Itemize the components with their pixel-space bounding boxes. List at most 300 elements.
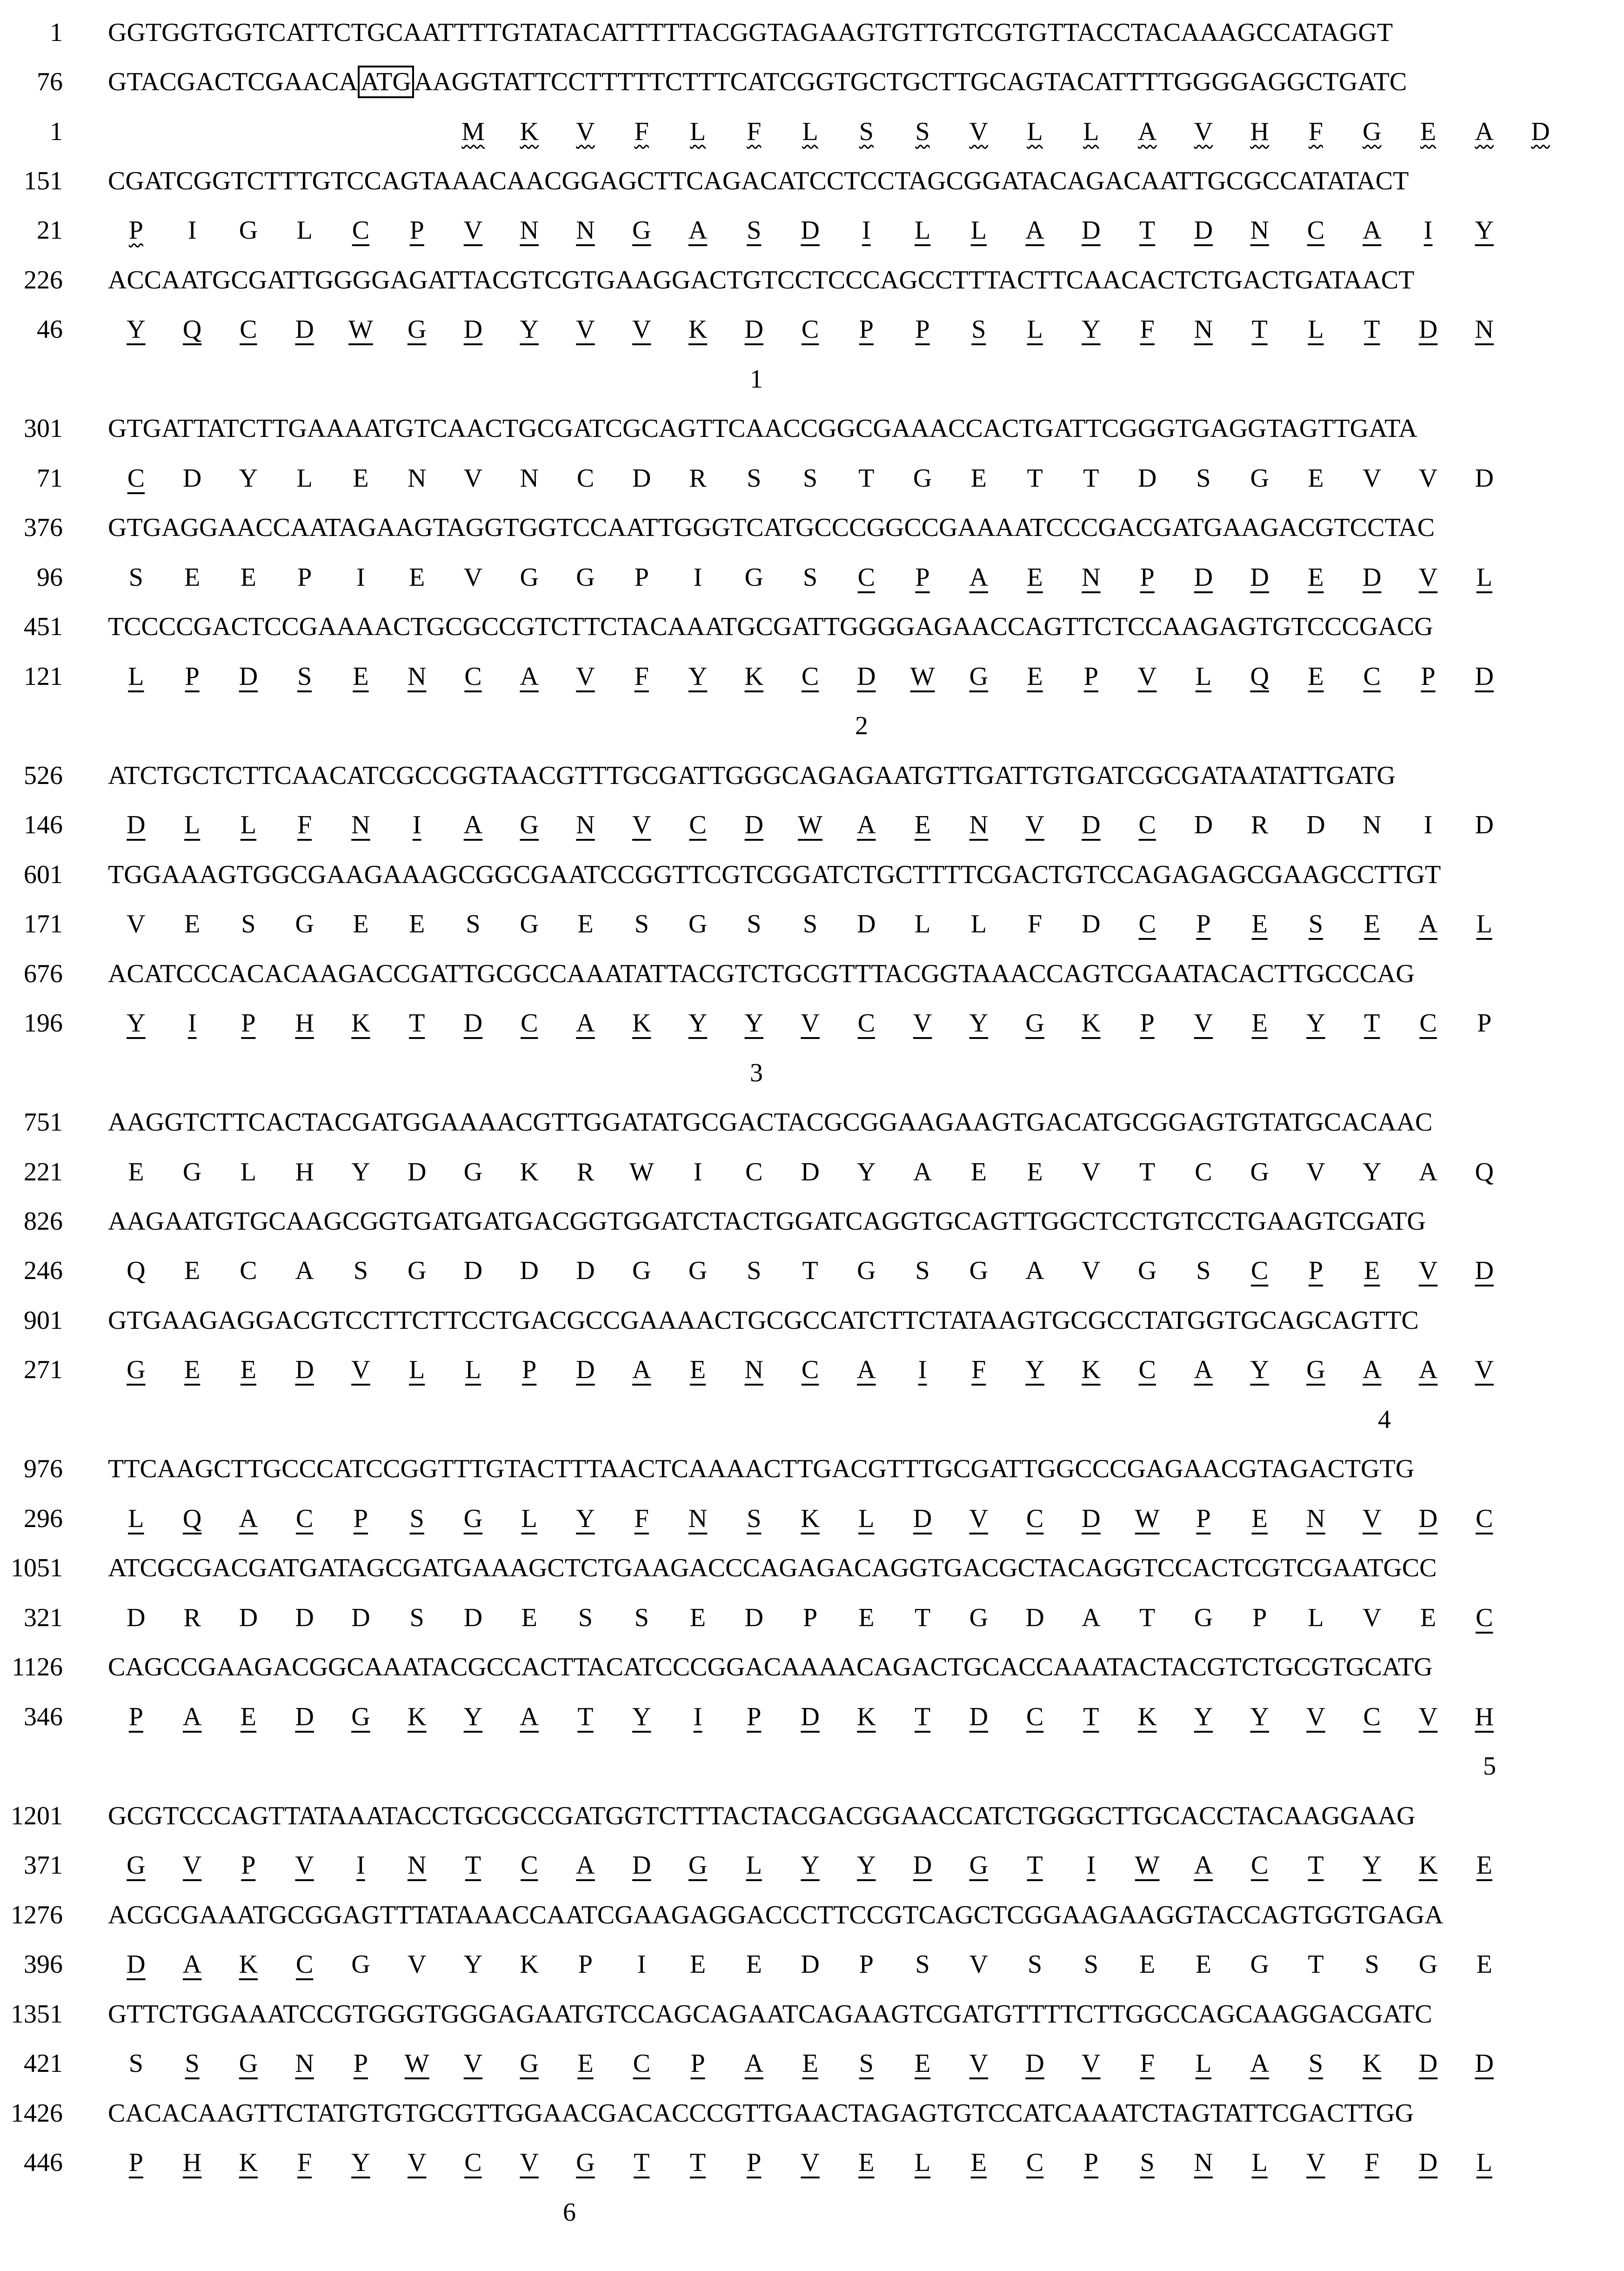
position-number: 301 bbox=[24, 414, 63, 443]
amino-acid: H bbox=[182, 2148, 202, 2177]
amino-acid: V bbox=[1025, 811, 1044, 839]
amino-acid: E bbox=[914, 811, 931, 839]
amino-acid: T bbox=[914, 1603, 931, 1632]
amino-acid: T bbox=[858, 464, 875, 493]
amino-acid: G bbox=[463, 1158, 483, 1186]
amino-acid: A bbox=[632, 1355, 651, 1384]
amino-acid: V bbox=[1363, 1603, 1382, 1632]
amino-acid: C bbox=[1363, 1702, 1381, 1731]
amino-acid: K bbox=[632, 1009, 651, 1038]
amino-acid: P bbox=[1308, 1256, 1323, 1285]
position-number: 21 bbox=[37, 216, 63, 245]
amino-acid: T bbox=[1027, 1851, 1043, 1880]
amino-acid: C bbox=[1476, 1603, 1493, 1632]
amino-acid: N bbox=[1082, 563, 1101, 592]
amino-acid: D bbox=[463, 1256, 483, 1285]
amino-acid: C bbox=[1026, 1702, 1044, 1731]
amino-acid: P bbox=[859, 315, 874, 344]
amino-acid: Y bbox=[239, 464, 258, 493]
nucleotide-sequence: GTACGACTCGAACA ATG AAGGTATTCCTTTTTCTTTCATCGGTGCTGCTTGCAGTACATTTTGGGGAGGCTGATC bbox=[108, 63, 1597, 100]
amino-acid: D bbox=[1418, 2049, 1438, 2078]
amino-acid: K bbox=[407, 1702, 427, 1731]
dna-sequence-row bbox=[0, 757, 1624, 794]
amino-acid: P bbox=[578, 1950, 593, 1979]
amino-acid: F bbox=[747, 117, 762, 146]
amino-acid: D bbox=[1531, 117, 1550, 146]
amino-acid: P bbox=[915, 563, 930, 592]
amino-acid: L bbox=[296, 464, 313, 493]
amino-acid: P bbox=[690, 2049, 705, 2078]
repeat-number: 6 bbox=[563, 2198, 576, 2227]
nucleotide-sequence: TTCAAGCTTGCCCATCCGGTTTGTACTTTAACTCAAAACTTGACGTTTGCGATTGGCCCGAGAACGTAGACTGTG bbox=[108, 1454, 1415, 1483]
protein-sequence-row bbox=[0, 1946, 1624, 1983]
repeat-number: 1 bbox=[750, 365, 763, 394]
position-number: 246 bbox=[24, 1256, 63, 1285]
amino-acid: W bbox=[1135, 1504, 1160, 1533]
position-number: 371 bbox=[24, 1851, 63, 1880]
amino-acid: V bbox=[576, 662, 595, 691]
amino-acid: Y bbox=[632, 1702, 651, 1731]
position-number: 826 bbox=[24, 1207, 63, 1236]
amino-acid: S bbox=[1028, 1950, 1043, 1979]
amino-acid: K bbox=[1363, 2049, 1382, 2078]
amino-acid-sequence bbox=[108, 1005, 1569, 1042]
amino-acid: D bbox=[1475, 2049, 1494, 2078]
amino-acid: S bbox=[578, 1603, 593, 1632]
amino-acid: D bbox=[295, 1702, 314, 1731]
amino-acid: P bbox=[1083, 2148, 1098, 2177]
amino-acid: G bbox=[407, 315, 427, 344]
amino-acid: F bbox=[634, 1504, 649, 1533]
amino-acid: C bbox=[857, 1009, 875, 1038]
amino-acid: L bbox=[970, 216, 987, 245]
amino-acid: S bbox=[915, 117, 930, 146]
amino-acid: C bbox=[857, 563, 875, 592]
amino-acid: D bbox=[127, 811, 146, 839]
dna-sequence-row bbox=[0, 1797, 1624, 1835]
amino-acid: C bbox=[127, 464, 145, 493]
amino-acid: F bbox=[1308, 117, 1323, 146]
amino-acid: E bbox=[858, 1603, 875, 1632]
dna-sequence-row bbox=[0, 63, 1624, 100]
amino-acid: T bbox=[1083, 464, 1099, 493]
amino-acid: G bbox=[969, 1851, 989, 1880]
amino-acid: P bbox=[297, 563, 312, 592]
amino-acid: M bbox=[461, 117, 485, 146]
amino-acid: G bbox=[857, 1256, 876, 1285]
amino-acid: P bbox=[353, 1504, 368, 1533]
amino-acid: Y bbox=[1194, 1702, 1213, 1731]
amino-acid: D bbox=[969, 1702, 989, 1731]
amino-acid: L bbox=[1476, 910, 1492, 938]
repeat-number: 5 bbox=[1483, 1752, 1496, 1781]
protein-sequence-row bbox=[0, 1847, 1624, 1884]
amino-acid-sequence bbox=[108, 2045, 1569, 2082]
amino-acid: E bbox=[746, 1950, 762, 1979]
amino-acid: E bbox=[689, 1355, 706, 1384]
amino-acid: D bbox=[632, 1851, 651, 1880]
protein-sequence-row bbox=[0, 113, 1624, 150]
amino-acid: E bbox=[1027, 563, 1043, 592]
amino-acid: G bbox=[520, 2049, 539, 2078]
amino-acid: E bbox=[1251, 1504, 1268, 1533]
amino-acid: L bbox=[1251, 2148, 1268, 2177]
amino-acid: N bbox=[407, 1851, 427, 1880]
amino-acid: S bbox=[128, 2049, 143, 2078]
amino-acid-sequence bbox=[108, 559, 1569, 596]
amino-acid: E bbox=[184, 910, 200, 938]
amino-acid: C bbox=[296, 1950, 314, 1979]
amino-acid: I bbox=[693, 1702, 702, 1731]
amino-acid: H bbox=[295, 1158, 314, 1186]
amino-acid: E bbox=[353, 910, 369, 938]
amino-acid: D bbox=[182, 464, 202, 493]
amino-acid: D bbox=[239, 1603, 258, 1632]
protein-sequence-row bbox=[0, 311, 1624, 348]
amino-acid: D bbox=[857, 662, 876, 691]
amino-acid: L bbox=[1308, 315, 1324, 344]
dna-sequence-row bbox=[0, 955, 1624, 992]
amino-acid: T bbox=[1308, 1950, 1324, 1979]
amino-acid: N bbox=[576, 811, 595, 839]
amino-acid: T bbox=[1027, 464, 1043, 493]
amino-acid: C bbox=[240, 315, 257, 344]
amino-acid: Y bbox=[127, 1009, 146, 1038]
amino-acid: Y bbox=[857, 1851, 876, 1880]
amino-acid: D bbox=[913, 1851, 932, 1880]
amino-acid: E bbox=[1364, 1256, 1380, 1285]
amino-acid: Y bbox=[351, 1158, 370, 1186]
amino-acid: D bbox=[1418, 315, 1438, 344]
amino-acid: C bbox=[633, 2049, 650, 2078]
amino-acid: E bbox=[1420, 117, 1437, 146]
amino-acid: C bbox=[1251, 1851, 1269, 1880]
amino-acid: Y bbox=[463, 1950, 483, 1979]
amino-acid: C bbox=[352, 216, 370, 245]
amino-acid: S bbox=[859, 2049, 874, 2078]
position-number: 346 bbox=[24, 1702, 63, 1731]
amino-acid: Y bbox=[857, 1158, 876, 1186]
amino-acid: G bbox=[969, 662, 989, 691]
amino-acid: D bbox=[1418, 2148, 1438, 2177]
nucleotide-sequence: ATCGCGACGATGATAGCGATGAAAGCTCTGAAGACCCAGAGACAGGTGACGCTACAGGTCCACTCGTCGAATGCC bbox=[108, 1554, 1437, 1582]
amino-acid: V bbox=[913, 1009, 932, 1038]
amino-acid-sequence bbox=[108, 1153, 1569, 1191]
amino-acid: S bbox=[1196, 464, 1211, 493]
amino-acid: E bbox=[1476, 1851, 1492, 1880]
amino-acid: A bbox=[520, 1702, 539, 1731]
amino-acid: E bbox=[970, 2148, 987, 2177]
amino-acid: I bbox=[862, 216, 871, 245]
amino-acid: T bbox=[802, 1256, 818, 1285]
amino-acid: Q bbox=[1475, 1158, 1494, 1186]
amino-acid-sequence bbox=[108, 113, 1569, 150]
amino-acid: D bbox=[744, 315, 764, 344]
amino-acid: L bbox=[1476, 2148, 1492, 2177]
amino-acid: V bbox=[801, 1009, 820, 1038]
amino-acid: S bbox=[634, 1603, 649, 1632]
amino-acid: P bbox=[241, 1009, 256, 1038]
amino-acid: S bbox=[747, 464, 762, 493]
amino-acid: S bbox=[1364, 1950, 1379, 1979]
amino-acid: L bbox=[1195, 662, 1212, 691]
amino-acid: D bbox=[913, 1504, 932, 1533]
nucleotide-sequence: TGGAAAGTGGCGAAGAAAGCGGCGAATCCGGTTCGTCGGATCTGCTTTTCGACTGTCCAGAGAGCGAAGCCTTGT bbox=[108, 860, 1441, 889]
amino-acid: A bbox=[688, 216, 708, 245]
amino-acid: L bbox=[296, 216, 313, 245]
amino-acid: G bbox=[182, 1158, 202, 1186]
amino-acid: G bbox=[1250, 464, 1269, 493]
protein-sequence-row bbox=[0, 1153, 1624, 1191]
amino-acid: N bbox=[1194, 315, 1213, 344]
amino-acid: S bbox=[128, 563, 143, 592]
amino-acid: G bbox=[1137, 1256, 1157, 1285]
protein-sequence-row bbox=[0, 658, 1624, 695]
amino-acid: R bbox=[1251, 811, 1269, 839]
amino-acid: S bbox=[1083, 1950, 1098, 1979]
amino-acid: F bbox=[971, 1355, 986, 1384]
amino-acid: E bbox=[577, 910, 594, 938]
amino-acid: S bbox=[241, 910, 256, 938]
amino-acid: V bbox=[969, 1504, 989, 1533]
amino-acid: D bbox=[857, 910, 876, 938]
position-number: 46 bbox=[37, 315, 63, 344]
amino-acid: L bbox=[1476, 563, 1492, 592]
amino-acid: W bbox=[798, 811, 822, 839]
amino-acid: V bbox=[969, 2049, 989, 2078]
amino-acid: G bbox=[239, 2049, 258, 2078]
start-codon-box: ATG bbox=[358, 66, 414, 98]
amino-acid: G bbox=[1418, 1950, 1438, 1979]
amino-acid: S bbox=[185, 2049, 200, 2078]
amino-acid: V bbox=[1418, 563, 1438, 592]
amino-acid: I bbox=[356, 1851, 365, 1880]
amino-acid: A bbox=[1418, 910, 1438, 938]
amino-acid: P bbox=[634, 563, 649, 592]
amino-acid: G bbox=[576, 2148, 595, 2177]
amino-acid: S bbox=[915, 1256, 930, 1285]
amino-acid: D bbox=[239, 662, 258, 691]
amino-acid: E bbox=[577, 2049, 594, 2078]
amino-acid: V bbox=[1306, 2148, 1325, 2177]
amino-acid: V bbox=[407, 1950, 427, 1979]
amino-acid: G bbox=[1250, 1158, 1269, 1186]
repeat-number-label bbox=[0, 1748, 1624, 1785]
amino-acid: Y bbox=[1306, 1009, 1325, 1038]
position-number: 1426 bbox=[11, 2099, 63, 2128]
amino-acid: E bbox=[970, 1158, 987, 1186]
amino-acid: V bbox=[1194, 117, 1213, 146]
position-number: 71 bbox=[37, 464, 63, 493]
position-number: 1201 bbox=[11, 1802, 63, 1830]
amino-acid: G bbox=[913, 464, 932, 493]
amino-acid: N bbox=[576, 216, 595, 245]
amino-acid: A bbox=[1475, 117, 1494, 146]
amino-acid: K bbox=[1137, 1702, 1157, 1731]
amino-acid: T bbox=[1364, 1009, 1380, 1038]
amino-acid: S bbox=[409, 1504, 424, 1533]
amino-acid: E bbox=[1027, 662, 1043, 691]
amino-acid: H bbox=[295, 1009, 314, 1038]
amino-acid: K bbox=[1082, 1355, 1101, 1384]
amino-acid: E bbox=[240, 563, 257, 592]
amino-acid: P bbox=[128, 2148, 143, 2177]
nucleotide-sequence: GTGATTATCTTGAAAATGTCAACTGCGATCGCAGTTCAACCGGCGAAACCACTGATTCGGGTGAGGTAGTTGATA bbox=[108, 414, 1417, 443]
amino-acid: D bbox=[295, 1603, 314, 1632]
amino-acid: C bbox=[1419, 1009, 1437, 1038]
amino-acid: V bbox=[576, 117, 595, 146]
amino-acid: L bbox=[1308, 1603, 1324, 1632]
amino-acid: N bbox=[1363, 811, 1382, 839]
amino-acid: C bbox=[689, 811, 707, 839]
amino-acid: E bbox=[1308, 662, 1324, 691]
amino-acid: Y bbox=[576, 1504, 595, 1533]
amino-acid: P bbox=[1196, 910, 1211, 938]
amino-acid: A bbox=[1418, 1158, 1438, 1186]
dna-sequence-row bbox=[0, 410, 1624, 447]
amino-acid-sequence bbox=[108, 1252, 1569, 1289]
amino-acid: S bbox=[1140, 2148, 1155, 2177]
amino-acid: S bbox=[353, 1256, 368, 1285]
amino-acid: D bbox=[407, 1158, 427, 1186]
amino-acid: D bbox=[520, 1256, 539, 1285]
amino-acid: Y bbox=[688, 1009, 708, 1038]
nucleotide-sequence: AAGAATGTGCAAGCGGTGATGATGACGGTGGATCTACTGGATCAGGTGCAGTTGGCTCCTGTCCTGAAGTCGATG bbox=[108, 1207, 1426, 1236]
amino-acid: S bbox=[802, 563, 818, 592]
amino-acid: A bbox=[182, 1702, 202, 1731]
amino-acid-sequence bbox=[108, 806, 1569, 844]
amino-acid: I bbox=[693, 1158, 702, 1186]
amino-acid-sequence bbox=[108, 1698, 1569, 1735]
amino-acid: K bbox=[857, 1702, 876, 1731]
amino-acid: L bbox=[240, 811, 257, 839]
amino-acid: I bbox=[693, 563, 702, 592]
amino-acid: T bbox=[577, 1702, 594, 1731]
amino-acid: N bbox=[1194, 2148, 1213, 2177]
amino-acid: C bbox=[464, 2148, 482, 2177]
amino-acid: E bbox=[409, 563, 425, 592]
amino-acid: A bbox=[1082, 1603, 1101, 1632]
amino-acid: G bbox=[688, 910, 708, 938]
amino-acid: A bbox=[1363, 216, 1382, 245]
amino-acid: C bbox=[521, 1009, 538, 1038]
amino-acid: D bbox=[1363, 563, 1382, 592]
dna-sequence-row bbox=[0, 1549, 1624, 1587]
amino-acid: K bbox=[239, 2148, 258, 2177]
amino-acid-sequence bbox=[108, 1351, 1569, 1388]
amino-acid: G bbox=[351, 1950, 370, 1979]
amino-acid: P bbox=[915, 315, 930, 344]
amino-acid: Y bbox=[801, 1851, 820, 1880]
amino-acid: D bbox=[1418, 1504, 1438, 1533]
amino-acid: P bbox=[128, 1702, 143, 1731]
amino-acid: P bbox=[1196, 1504, 1211, 1533]
amino-acid: K bbox=[520, 1158, 539, 1186]
position-number: 376 bbox=[24, 513, 63, 542]
nucleotide-sequence: GTGAGGAACCAATAGAAGTAGGTGGTCCAATTGGGTCATGCCCGGCCGAAAATCCCGACGATGAAGACGTCCTAC bbox=[108, 513, 1435, 542]
amino-acid: C bbox=[801, 1355, 819, 1384]
amino-acid: V bbox=[520, 2148, 539, 2177]
amino-acid: Y bbox=[688, 662, 708, 691]
amino-acid: P bbox=[1140, 563, 1155, 592]
amino-acid: P bbox=[1252, 1603, 1267, 1632]
amino-acid: E bbox=[1476, 1950, 1492, 1979]
amino-acid: T bbox=[1139, 1603, 1156, 1632]
amino-acid: I bbox=[187, 1009, 197, 1038]
amino-acid: V bbox=[1475, 1355, 1494, 1384]
amino-acid: G bbox=[688, 1256, 708, 1285]
amino-acid: S bbox=[1308, 910, 1323, 938]
amino-acid: E bbox=[240, 1355, 257, 1384]
amino-acid: D bbox=[1025, 2049, 1044, 2078]
amino-acid: D bbox=[295, 315, 314, 344]
nucleotide-sequence: ACATCCCACACAAGACCGATTGCGCCAAATATTACGTCTGCGTTTACGGTAAACCAGTCGAATACACTTGCCCAG bbox=[108, 959, 1415, 988]
protein-sequence-row bbox=[0, 559, 1624, 596]
amino-acid: W bbox=[629, 1158, 654, 1186]
amino-acid: G bbox=[1250, 1950, 1269, 1979]
position-number: 601 bbox=[24, 860, 63, 889]
position-number: 421 bbox=[24, 2049, 63, 2078]
amino-acid: S bbox=[802, 910, 818, 938]
amino-acid-sequence bbox=[108, 212, 1569, 249]
amino-acid: D bbox=[801, 216, 820, 245]
protein-sequence-row bbox=[0, 1500, 1624, 1537]
amino-acid: Y bbox=[351, 2148, 370, 2177]
amino-acid: Y bbox=[1475, 216, 1494, 245]
amino-acid: E bbox=[184, 563, 200, 592]
amino-acid: P bbox=[1477, 1009, 1492, 1038]
amino-acid: S bbox=[747, 216, 762, 245]
amino-acid: A bbox=[1025, 216, 1044, 245]
amino-acid: C bbox=[1195, 1158, 1212, 1186]
amino-acid: N bbox=[1250, 216, 1269, 245]
amino-acid: L bbox=[746, 1851, 762, 1880]
amino-acid: G bbox=[127, 1355, 146, 1384]
repeat-number: 4 bbox=[1378, 1405, 1391, 1434]
amino-acid: A bbox=[969, 563, 989, 592]
amino-acid: Y bbox=[1363, 1851, 1382, 1880]
amino-acid: N bbox=[351, 811, 370, 839]
protein-sequence-row bbox=[0, 1698, 1624, 1735]
amino-acid: D bbox=[1082, 910, 1101, 938]
protein-sequence-row bbox=[0, 2045, 1624, 2082]
nucleotide-sequence: ACGCGAAATGCGGAGTTTATAAACCAATCGAAGAGGACCCTTCCGTCAGCTCGGAAGAAGGTACCAGTGGTGAGA bbox=[108, 1901, 1444, 1929]
amino-acid: Y bbox=[1025, 1355, 1044, 1384]
amino-acid: Y bbox=[1082, 315, 1101, 344]
amino-acid: K bbox=[688, 315, 708, 344]
amino-acid: I bbox=[918, 1355, 927, 1384]
repeat-number-label bbox=[0, 361, 1624, 398]
amino-acid-sequence bbox=[108, 1946, 1569, 1983]
repeat-number: 3 bbox=[750, 1058, 763, 1087]
position-number: 151 bbox=[24, 167, 63, 195]
position-number: 751 bbox=[24, 1108, 63, 1137]
position-number: 451 bbox=[24, 612, 63, 641]
dna-sequence-row bbox=[0, 1104, 1624, 1141]
amino-acid: C bbox=[1363, 662, 1381, 691]
amino-acid: F bbox=[1140, 2049, 1155, 2078]
amino-acid: D bbox=[127, 1950, 146, 1979]
amino-acid: L bbox=[914, 216, 931, 245]
position-number: 1126 bbox=[12, 1653, 63, 1681]
amino-acid: S bbox=[747, 1504, 762, 1533]
protein-sequence-row bbox=[0, 806, 1624, 844]
amino-acid: K bbox=[744, 662, 764, 691]
position-number: 446 bbox=[24, 2148, 63, 2177]
amino-acid: E bbox=[914, 2049, 931, 2078]
amino-acid: P bbox=[128, 216, 143, 245]
amino-acid: C bbox=[576, 464, 595, 493]
